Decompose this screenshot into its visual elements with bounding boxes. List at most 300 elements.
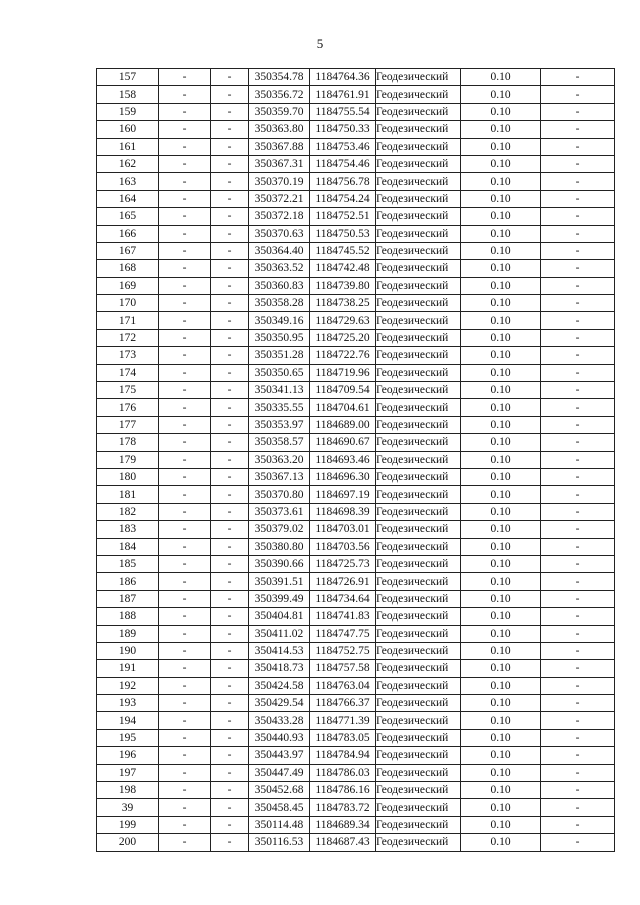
dash-cell: - [211, 225, 249, 242]
dash-cell: - [211, 399, 249, 416]
table-row [97, 86, 615, 103]
last-column-cell: - [541, 573, 615, 590]
dash-cell: - [211, 816, 249, 833]
last-column-cell: - [541, 69, 615, 86]
x-coordinate-cell: 350367.88 [249, 138, 310, 155]
last-column-cell: - [541, 451, 615, 468]
table-row [97, 277, 615, 294]
method-cell: Геодезический [376, 347, 461, 364]
point-number-cell: 181 [97, 486, 159, 503]
point-number-cell: 190 [97, 642, 159, 659]
table-row [97, 695, 615, 712]
accuracy-cell: 0.10 [461, 608, 541, 625]
last-column-cell: - [541, 138, 615, 155]
dash-cell: - [211, 695, 249, 712]
accuracy-cell: 0.10 [461, 712, 541, 729]
dash-cell: - [211, 782, 249, 799]
y-coordinate-cell: 1184786.03 [310, 764, 376, 781]
dash-cell: - [211, 555, 249, 572]
point-number-cell: 198 [97, 782, 159, 799]
table-row [97, 434, 615, 451]
point-number-cell: 171 [97, 312, 159, 329]
y-coordinate-cell: 1184726.91 [310, 573, 376, 590]
x-coordinate-cell: 350373.61 [249, 503, 310, 520]
x-coordinate-cell: 350353.97 [249, 416, 310, 433]
dash-cell: - [159, 103, 211, 120]
dash-cell: - [159, 434, 211, 451]
y-coordinate-cell: 1184725.73 [310, 555, 376, 572]
dash-cell: - [211, 347, 249, 364]
point-number-cell: 196 [97, 747, 159, 764]
dash-cell: - [159, 729, 211, 746]
dash-cell: - [211, 138, 249, 155]
method-cell: Геодезический [376, 399, 461, 416]
dash-cell: - [211, 799, 249, 816]
x-coordinate-cell: 350367.13 [249, 468, 310, 485]
dash-cell: - [159, 573, 211, 590]
method-cell: Геодезический [376, 555, 461, 572]
dash-cell: - [211, 312, 249, 329]
method-cell: Геодезический [376, 295, 461, 312]
table-row [97, 451, 615, 468]
y-coordinate-cell: 1184763.04 [310, 677, 376, 694]
dash-cell: - [159, 608, 211, 625]
y-coordinate-cell: 1184753.46 [310, 138, 376, 155]
dash-cell: - [159, 329, 211, 346]
point-number-cell: 193 [97, 695, 159, 712]
point-number-cell: 179 [97, 451, 159, 468]
x-coordinate-cell: 350404.81 [249, 608, 310, 625]
method-cell: Геодезический [376, 625, 461, 642]
method-cell: Геодезический [376, 590, 461, 607]
x-coordinate-cell: 350370.63 [249, 225, 310, 242]
dash-cell: - [159, 69, 211, 86]
last-column-cell: - [541, 190, 615, 207]
dash-cell: - [159, 242, 211, 259]
y-coordinate-cell: 1184752.51 [310, 208, 376, 225]
y-coordinate-cell: 1184752.75 [310, 642, 376, 659]
dash-cell: - [159, 416, 211, 433]
point-number-cell: 157 [97, 69, 159, 86]
accuracy-cell: 0.10 [461, 225, 541, 242]
y-coordinate-cell: 1184764.36 [310, 69, 376, 86]
dash-cell: - [159, 521, 211, 538]
dash-cell: - [211, 382, 249, 399]
y-coordinate-cell: 1184719.96 [310, 364, 376, 381]
last-column-cell: - [541, 121, 615, 138]
x-coordinate-cell: 350452.68 [249, 782, 310, 799]
y-coordinate-cell: 1184786.16 [310, 782, 376, 799]
y-coordinate-cell: 1184698.39 [310, 503, 376, 520]
method-cell: Геодезический [376, 364, 461, 381]
accuracy-cell: 0.10 [461, 695, 541, 712]
point-number-cell: 174 [97, 364, 159, 381]
y-coordinate-cell: 1184784.94 [310, 747, 376, 764]
accuracy-cell: 0.10 [461, 834, 541, 851]
last-column-cell: - [541, 677, 615, 694]
y-coordinate-cell: 1184742.48 [310, 260, 376, 277]
dash-cell: - [159, 538, 211, 555]
dash-cell: - [211, 538, 249, 555]
point-number-cell: 187 [97, 590, 159, 607]
dash-cell: - [211, 103, 249, 120]
method-cell: Геодезический [376, 486, 461, 503]
last-column-cell: - [541, 764, 615, 781]
accuracy-cell: 0.10 [461, 382, 541, 399]
table-row [97, 660, 615, 677]
method-cell: Геодезический [376, 503, 461, 520]
accuracy-cell: 0.10 [461, 364, 541, 381]
y-coordinate-cell: 1184704.61 [310, 399, 376, 416]
method-cell: Геодезический [376, 764, 461, 781]
last-column-cell: - [541, 503, 615, 520]
point-number-cell: 164 [97, 190, 159, 207]
table-row [97, 816, 615, 833]
table-row [97, 503, 615, 520]
accuracy-cell: 0.10 [461, 677, 541, 694]
x-coordinate-cell: 350370.19 [249, 173, 310, 190]
x-coordinate-cell: 350335.55 [249, 399, 310, 416]
last-column-cell: - [541, 521, 615, 538]
point-number-cell: 173 [97, 347, 159, 364]
x-coordinate-cell: 350349.16 [249, 312, 310, 329]
method-cell: Геодезический [376, 816, 461, 833]
accuracy-cell: 0.10 [461, 69, 541, 86]
accuracy-cell: 0.10 [461, 138, 541, 155]
x-coordinate-cell: 350370.80 [249, 486, 310, 503]
x-coordinate-cell: 350363.20 [249, 451, 310, 468]
point-number-cell: 200 [97, 834, 159, 851]
dash-cell: - [211, 329, 249, 346]
last-column-cell: - [541, 312, 615, 329]
y-coordinate-cell: 1184729.63 [310, 312, 376, 329]
dash-cell: - [211, 573, 249, 590]
point-number-cell: 175 [97, 382, 159, 399]
method-cell: Геодезический [376, 86, 461, 103]
point-number-cell: 191 [97, 660, 159, 677]
dash-cell: - [159, 208, 211, 225]
accuracy-cell: 0.10 [461, 208, 541, 225]
table-row [97, 121, 615, 138]
x-coordinate-cell: 350372.21 [249, 190, 310, 207]
last-column-cell: - [541, 625, 615, 642]
y-coordinate-cell: 1184739.80 [310, 277, 376, 294]
dash-cell: - [211, 364, 249, 381]
last-column-cell: - [541, 382, 615, 399]
x-coordinate-cell: 350359.70 [249, 103, 310, 120]
y-coordinate-cell: 1184761.91 [310, 86, 376, 103]
last-column-cell: - [541, 712, 615, 729]
dash-cell: - [211, 486, 249, 503]
dash-cell: - [211, 86, 249, 103]
accuracy-cell: 0.10 [461, 260, 541, 277]
dash-cell: - [211, 434, 249, 451]
accuracy-cell: 0.10 [461, 555, 541, 572]
last-column-cell: - [541, 295, 615, 312]
accuracy-cell: 0.10 [461, 590, 541, 607]
last-column-cell: - [541, 729, 615, 746]
accuracy-cell: 0.10 [461, 764, 541, 781]
x-coordinate-cell: 350351.28 [249, 347, 310, 364]
dash-cell: - [159, 555, 211, 572]
accuracy-cell: 0.10 [461, 642, 541, 659]
accuracy-cell: 0.10 [461, 573, 541, 590]
method-cell: Геодезический [376, 799, 461, 816]
table-row [97, 590, 615, 607]
point-number-cell: 197 [97, 764, 159, 781]
y-coordinate-cell: 1184755.54 [310, 103, 376, 120]
x-coordinate-cell: 350440.93 [249, 729, 310, 746]
coordinates-table [96, 68, 615, 852]
accuracy-cell: 0.10 [461, 729, 541, 746]
x-coordinate-cell: 350358.28 [249, 295, 310, 312]
dash-cell: - [159, 173, 211, 190]
dash-cell: - [211, 242, 249, 259]
x-coordinate-cell: 350411.02 [249, 625, 310, 642]
y-coordinate-cell: 1184741.83 [310, 608, 376, 625]
y-coordinate-cell: 1184689.00 [310, 416, 376, 433]
table-row [97, 225, 615, 242]
y-coordinate-cell: 1184709.54 [310, 382, 376, 399]
y-coordinate-cell: 1184754.46 [310, 155, 376, 172]
dash-cell: - [159, 399, 211, 416]
dash-cell: - [211, 190, 249, 207]
accuracy-cell: 0.10 [461, 660, 541, 677]
dash-cell: - [159, 190, 211, 207]
point-number-cell: 182 [97, 503, 159, 520]
accuracy-cell: 0.10 [461, 173, 541, 190]
dash-cell: - [159, 347, 211, 364]
table-row [97, 468, 615, 485]
dash-cell: - [159, 677, 211, 694]
dash-cell: - [159, 138, 211, 155]
dash-cell: - [211, 121, 249, 138]
last-column-cell: - [541, 555, 615, 572]
x-coordinate-cell: 350114.48 [249, 816, 310, 833]
y-coordinate-cell: 1184757.58 [310, 660, 376, 677]
table-row [97, 260, 615, 277]
point-number-cell: 169 [97, 277, 159, 294]
method-cell: Геодезический [376, 312, 461, 329]
point-number-cell: 158 [97, 86, 159, 103]
dash-cell: - [159, 364, 211, 381]
method-cell: Геодезический [376, 573, 461, 590]
dash-cell: - [211, 416, 249, 433]
point-number-cell: 176 [97, 399, 159, 416]
accuracy-cell: 0.10 [461, 242, 541, 259]
dash-cell: - [211, 642, 249, 659]
y-coordinate-cell: 1184725.20 [310, 329, 376, 346]
last-column-cell: - [541, 538, 615, 555]
method-cell: Геодезический [376, 121, 461, 138]
last-column-cell: - [541, 242, 615, 259]
dash-cell: - [159, 486, 211, 503]
accuracy-cell: 0.10 [461, 190, 541, 207]
point-number-cell: 168 [97, 260, 159, 277]
method-cell: Геодезический [376, 155, 461, 172]
dash-cell: - [211, 521, 249, 538]
table-row [97, 155, 615, 172]
accuracy-cell: 0.10 [461, 416, 541, 433]
x-coordinate-cell: 350458.45 [249, 799, 310, 816]
table-row [97, 208, 615, 225]
point-number-cell: 186 [97, 573, 159, 590]
point-number-cell: 159 [97, 103, 159, 120]
table-row [97, 677, 615, 694]
table-row [97, 190, 615, 207]
method-cell: Геодезический [376, 834, 461, 851]
x-coordinate-cell: 350433.28 [249, 712, 310, 729]
page-number: 5 [316, 36, 324, 51]
dash-cell: - [159, 382, 211, 399]
accuracy-cell: 0.10 [461, 538, 541, 555]
table-row [97, 799, 615, 816]
point-number-cell: 39 [97, 799, 159, 816]
point-number-cell: 177 [97, 416, 159, 433]
x-coordinate-cell: 350429.54 [249, 695, 310, 712]
method-cell: Геодезический [376, 173, 461, 190]
point-number-cell: 189 [97, 625, 159, 642]
table-row [97, 173, 615, 190]
table-row [97, 521, 615, 538]
dash-cell: - [211, 712, 249, 729]
accuracy-cell: 0.10 [461, 312, 541, 329]
dash-cell: - [159, 625, 211, 642]
last-column-cell: - [541, 799, 615, 816]
method-cell: Геодезический [376, 695, 461, 712]
y-coordinate-cell: 1184766.37 [310, 695, 376, 712]
point-number-cell: 185 [97, 555, 159, 572]
table-row [97, 538, 615, 555]
y-coordinate-cell: 1184783.05 [310, 729, 376, 746]
y-coordinate-cell: 1184722.76 [310, 347, 376, 364]
dash-cell: - [159, 712, 211, 729]
accuracy-cell: 0.10 [461, 782, 541, 799]
method-cell: Геодезический [376, 260, 461, 277]
y-coordinate-cell: 1184750.53 [310, 225, 376, 242]
x-coordinate-cell: 350399.49 [249, 590, 310, 607]
table-row [97, 295, 615, 312]
point-number-cell: 160 [97, 121, 159, 138]
y-coordinate-cell: 1184750.33 [310, 121, 376, 138]
table-row [97, 555, 615, 572]
last-column-cell: - [541, 782, 615, 799]
method-cell: Геодезический [376, 382, 461, 399]
method-cell: Геодезический [376, 521, 461, 538]
dash-cell: - [211, 834, 249, 851]
dash-cell: - [211, 747, 249, 764]
table-row [97, 625, 615, 642]
point-number-cell: 162 [97, 155, 159, 172]
y-coordinate-cell: 1184703.01 [310, 521, 376, 538]
point-number-cell: 165 [97, 208, 159, 225]
accuracy-cell: 0.10 [461, 329, 541, 346]
method-cell: Геодезический [376, 747, 461, 764]
table-row [97, 242, 615, 259]
accuracy-cell: 0.10 [461, 625, 541, 642]
point-number-cell: 161 [97, 138, 159, 155]
table-row [97, 416, 615, 433]
x-coordinate-cell: 350358.57 [249, 434, 310, 451]
table-row [97, 486, 615, 503]
dash-cell: - [159, 503, 211, 520]
table-row [97, 312, 615, 329]
y-coordinate-cell: 1184689.34 [310, 816, 376, 833]
x-coordinate-cell: 350354.78 [249, 69, 310, 86]
x-coordinate-cell: 350356.72 [249, 86, 310, 103]
point-number-cell: 172 [97, 329, 159, 346]
x-coordinate-cell: 350341.13 [249, 382, 310, 399]
y-coordinate-cell: 1184747.75 [310, 625, 376, 642]
dash-cell: - [211, 625, 249, 642]
x-coordinate-cell: 350363.52 [249, 260, 310, 277]
accuracy-cell: 0.10 [461, 121, 541, 138]
accuracy-cell: 0.10 [461, 277, 541, 294]
last-column-cell: - [541, 486, 615, 503]
table-row [97, 103, 615, 120]
x-coordinate-cell: 350380.80 [249, 538, 310, 555]
dash-cell: - [159, 225, 211, 242]
accuracy-cell: 0.10 [461, 347, 541, 364]
x-coordinate-cell: 350424.58 [249, 677, 310, 694]
accuracy-cell: 0.10 [461, 86, 541, 103]
table-row [97, 329, 615, 346]
accuracy-cell: 0.10 [461, 503, 541, 520]
dash-cell: - [211, 208, 249, 225]
method-cell: Геодезический [376, 242, 461, 259]
accuracy-cell: 0.10 [461, 295, 541, 312]
last-column-cell: - [541, 816, 615, 833]
method-cell: Геодезический [376, 729, 461, 746]
table-row [97, 138, 615, 155]
table-row [97, 608, 615, 625]
dash-cell: - [159, 816, 211, 833]
last-column-cell: - [541, 468, 615, 485]
x-coordinate-cell: 350414.53 [249, 642, 310, 659]
table-row [97, 69, 615, 86]
last-column-cell: - [541, 364, 615, 381]
method-cell: Геодезический [376, 103, 461, 120]
y-coordinate-cell: 1184697.19 [310, 486, 376, 503]
last-column-cell: - [541, 695, 615, 712]
table-row [97, 364, 615, 381]
point-number-cell: 194 [97, 712, 159, 729]
point-number-cell: 188 [97, 608, 159, 625]
dash-cell: - [211, 277, 249, 294]
accuracy-cell: 0.10 [461, 155, 541, 172]
last-column-cell: - [541, 225, 615, 242]
method-cell: Геодезический [376, 712, 461, 729]
table-row [97, 382, 615, 399]
last-column-cell: - [541, 103, 615, 120]
y-coordinate-cell: 1184771.39 [310, 712, 376, 729]
method-cell: Геодезический [376, 451, 461, 468]
dash-cell: - [159, 642, 211, 659]
method-cell: Геодезический [376, 277, 461, 294]
accuracy-cell: 0.10 [461, 434, 541, 451]
last-column-cell: - [541, 399, 615, 416]
x-coordinate-cell: 350360.83 [249, 277, 310, 294]
method-cell: Геодезический [376, 677, 461, 694]
method-cell: Геодезический [376, 608, 461, 625]
last-column-cell: - [541, 660, 615, 677]
x-coordinate-cell: 350390.66 [249, 555, 310, 572]
dash-cell: - [159, 468, 211, 485]
x-coordinate-cell: 350372.18 [249, 208, 310, 225]
point-number-cell: 178 [97, 434, 159, 451]
table-row [97, 712, 615, 729]
point-number-cell: 163 [97, 173, 159, 190]
